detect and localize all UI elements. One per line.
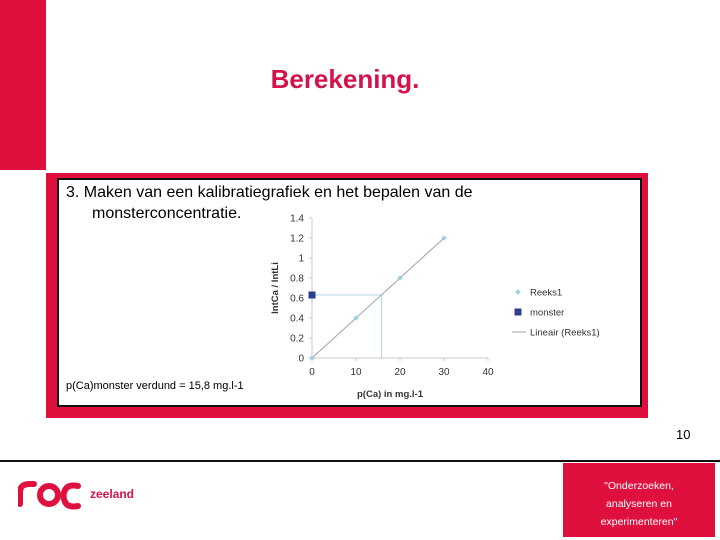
x-tick-label-1: 10: [350, 367, 362, 378]
step-line-2: monsterconcentratie.: [92, 205, 242, 222]
logo-word: zeeland: [90, 487, 135, 501]
x-tick-label-4: 40: [482, 367, 494, 378]
legend-reeks1-marker: [515, 289, 521, 295]
slogan-box: [563, 463, 715, 537]
legend-monster-marker: [515, 309, 522, 316]
slogan-line-3: experimenteren": [600, 516, 678, 528]
y-tick-label-7: 1.4: [290, 213, 304, 225]
legend-monster-label: monster: [530, 307, 565, 319]
footer-divider: [0, 460, 720, 462]
y-tick-label-5: 1: [298, 253, 304, 265]
slide-title: [0, 64, 690, 95]
y-axis-label: IntCa / IntLi: [270, 262, 281, 314]
slogan-line-1: "Onderzoeken,: [604, 480, 674, 492]
result-text: p(Ca)monster verdund = 15,8 mg.l-1: [66, 380, 244, 392]
y-tick-label-2: 0.4: [290, 313, 304, 325]
x-axis-label: p(Ca) in mg.l-1: [357, 389, 423, 400]
step-line-1: 3. Maken van een kalibratiegrafiek en het bepalen van de: [66, 184, 473, 201]
legend-trend-label: Lineair (Reeks1): [530, 327, 600, 339]
calibration-chart: [240, 205, 620, 400]
x-tick-label-3: 30: [438, 367, 450, 378]
x-tick-label-0: 0: [309, 367, 315, 378]
y-tick-label-4: 0.8: [290, 273, 304, 285]
legend-reeks1-label: Reeks1: [530, 287, 563, 299]
slide-title-text: Berekening.: [270, 64, 420, 94]
y-tick-label-0: 0: [298, 353, 304, 365]
page-number: 10: [676, 427, 691, 442]
y-tick-label-3: 0.6: [290, 293, 304, 305]
y-tick-label-6: 1.2: [290, 233, 304, 245]
monster-point-0: [309, 292, 316, 299]
roc-logo: [18, 474, 84, 521]
trend-line: [312, 238, 444, 358]
roc-logo-icon: [18, 474, 84, 516]
slogan-line-2: analyseren en: [606, 498, 672, 510]
x-tick-label-2: 20: [394, 367, 406, 378]
y-tick-label-1: 0.2: [290, 333, 304, 345]
